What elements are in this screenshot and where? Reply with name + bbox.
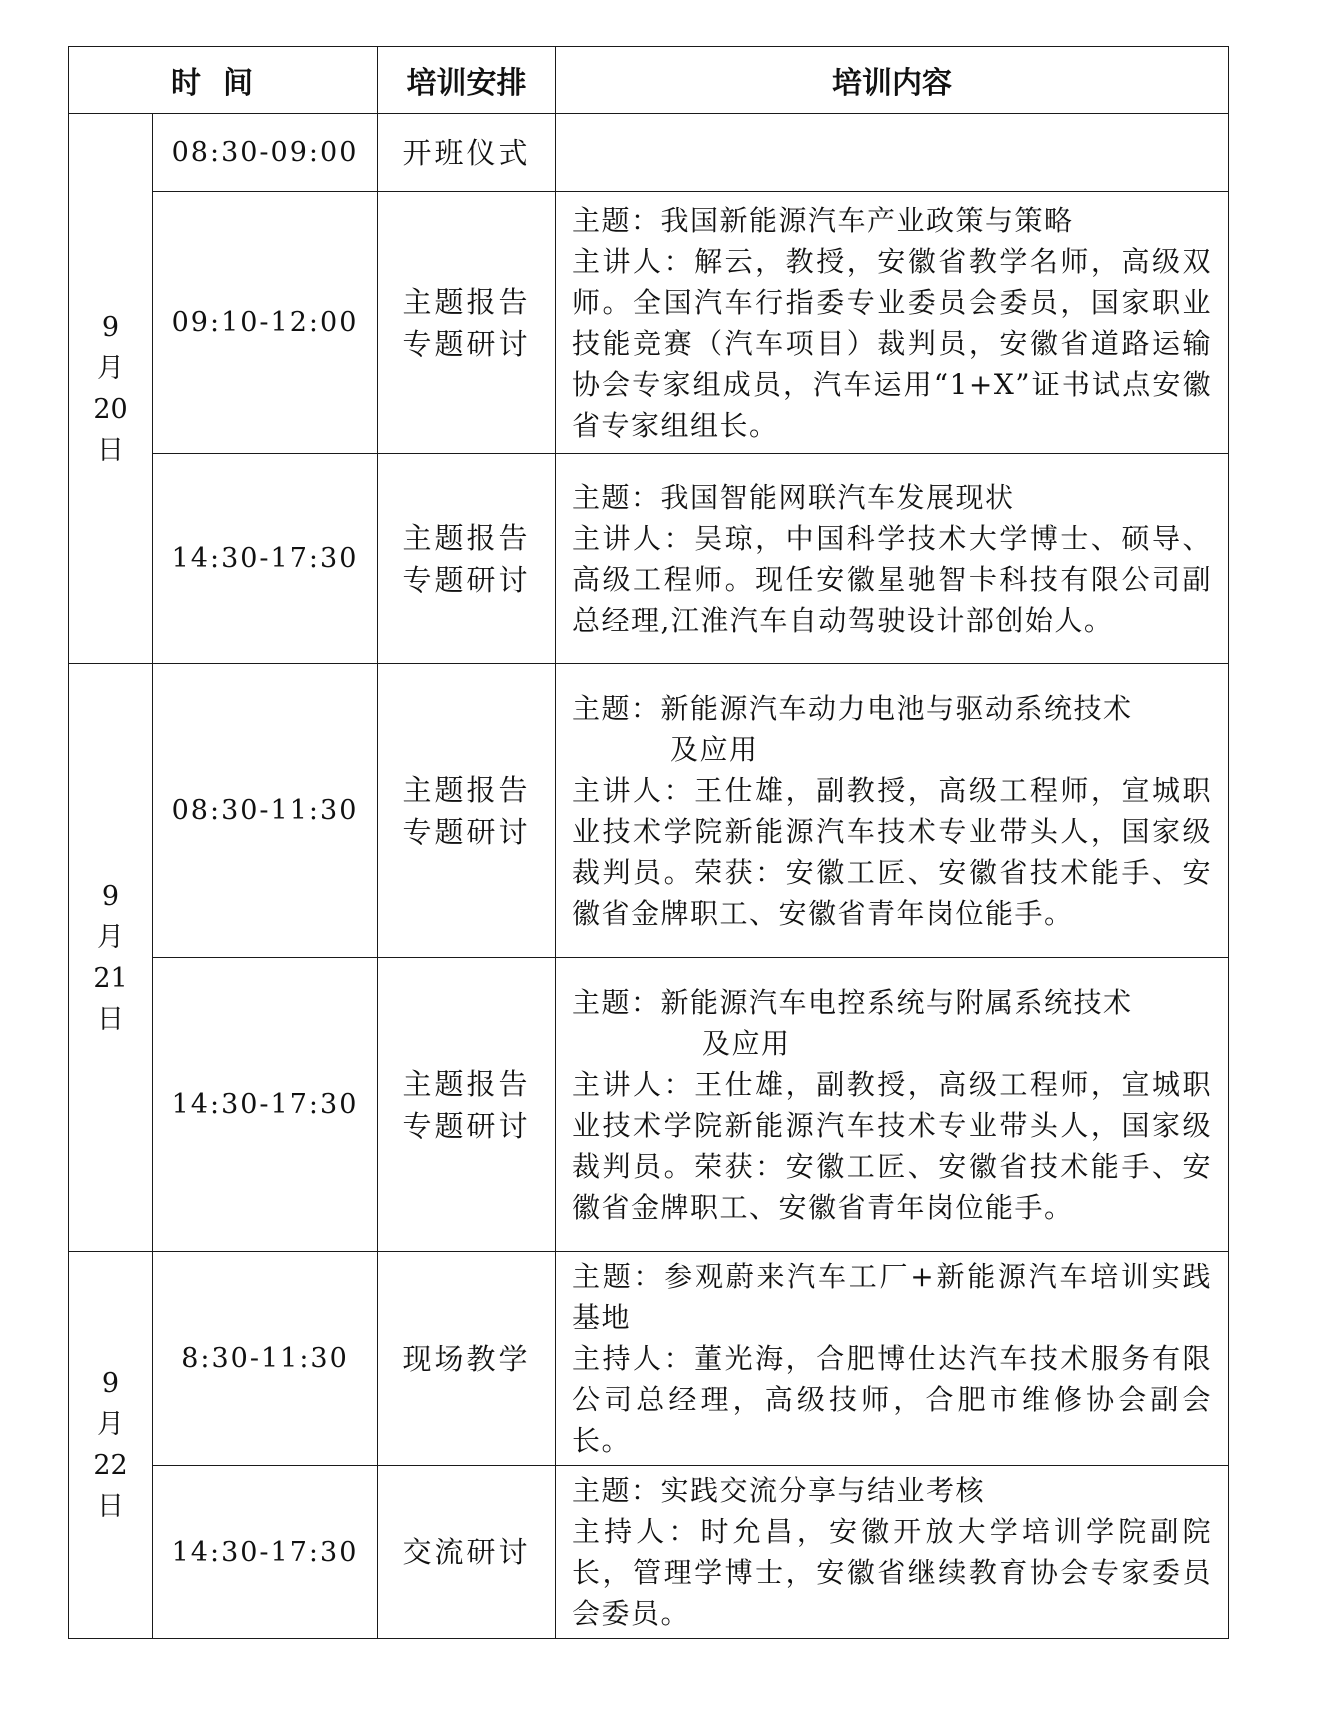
speaker-line: 主讲人：解云，教授，安徽省教学名师，高级双师。全国汽车行指委专业委员会委员，国家职业技能竞赛（汽车项目）裁判员，安徽省道路运输协会专家组成员，汽车运用“1+X”证书试点安徽省专家组组长。: [572, 244, 1212, 442]
time-cell: 14:30-17:30: [153, 1466, 378, 1639]
header-time: 时间: [69, 47, 378, 114]
topic-line: 主题：新能源汽车动力电池与驱动系统技术: [572, 691, 1133, 725]
arrangement-cell: 主题报告 专题研讨: [378, 958, 556, 1252]
content-cell: [556, 958, 1229, 1252]
table-row: [69, 1252, 1229, 1466]
arrangement-cell: 现场教学: [378, 1252, 556, 1466]
date-cell: 9 月 20 日: [69, 114, 153, 664]
content-cell: [556, 192, 1229, 454]
arrangement-cell: 开班仪式: [378, 114, 556, 192]
date-cell: 9 月 21 日: [69, 664, 153, 1252]
arrangement-cell: 主题报告 专题研讨: [378, 664, 556, 958]
table-row: [69, 958, 1229, 1252]
table-row: [69, 664, 1229, 958]
table-row: [69, 1466, 1229, 1639]
host-line: 主持人：董光海，合肥博仕达汽车技术服务有限公司总经理，高级技师，合肥市维修协会副会长。: [572, 1342, 1212, 1457]
host-line: 主持人：时允昌，安徽开放大学培训学院副院长，管理学博士，安徽省继续教育协会专家委员会委员。: [572, 1515, 1212, 1630]
header-arrangement: 培训安排: [378, 47, 556, 114]
topic-line: 主题：新能源汽车电控系统与附属系统技术: [572, 985, 1133, 1019]
date-cell: 9 月 22 日: [69, 1252, 153, 1639]
time-cell: 08:30-11:30: [153, 664, 378, 958]
speaker-line: 主讲人：吴琼，中国科学技术大学博士、硕导、高级工程师。现任安徽星驰智卡科技有限公司副总经理,江淮汽车自动驾驶设计部创始人。: [572, 521, 1212, 637]
speaker-line: 主讲人：王仕雄，副教授，高级工程师，宣城职业技术学院新能源汽车技术专业带头人，国家级裁判员。荣获：安徽工匠、安徽省技术能手、安徽省金牌职工、安徽省青年岗位能手。: [572, 1067, 1212, 1224]
topic-line: 主题：实践交流分享与结业考核: [572, 1474, 986, 1507]
table-row: [69, 192, 1229, 454]
content-cell: [556, 454, 1229, 664]
topic-line: 主题：参观蔚来汽车工厂+新能源汽车培训实践基地: [572, 1260, 1212, 1334]
topic-line-continued: 及应用: [702, 1026, 791, 1060]
content-cell: [556, 664, 1229, 958]
time-cell: 14:30-17:30: [153, 958, 378, 1252]
table-row: [69, 454, 1229, 664]
arrangement-cell: 主题报告 专题研讨: [378, 192, 556, 454]
arrangement-cell: 主题报告 专题研讨: [378, 454, 556, 664]
time-cell: 08:30-09:00: [153, 114, 378, 192]
topic-line: 主题：我国智能网联汽车发展现状: [572, 480, 1015, 514]
time-cell: 09:10-12:00: [153, 192, 378, 454]
arrangement-cell: 交流研讨: [378, 1466, 556, 1639]
content-cell: [556, 114, 1229, 192]
topic-line-continued: 及应用: [670, 732, 759, 766]
content-cell: [556, 1466, 1229, 1639]
header-content: 培训内容: [556, 47, 1229, 114]
content-cell: [556, 1252, 1229, 1466]
topic-line: 主题：我国新能源汽车产业政策与策略: [572, 203, 1074, 237]
time-cell: 14:30-17:30: [153, 454, 378, 664]
time-cell: 8:30-11:30: [153, 1252, 378, 1466]
training-schedule-table: [68, 46, 1229, 1639]
speaker-line: 主讲人：王仕雄，副教授，高级工程师，宣城职业技术学院新能源汽车技术专业带头人，国家级裁判员。荣获：安徽工匠、安徽省技术能手、安徽省金牌职工、安徽省青年岗位能手。: [572, 773, 1212, 930]
header-row: [69, 47, 1229, 114]
table-row: [69, 114, 1229, 192]
